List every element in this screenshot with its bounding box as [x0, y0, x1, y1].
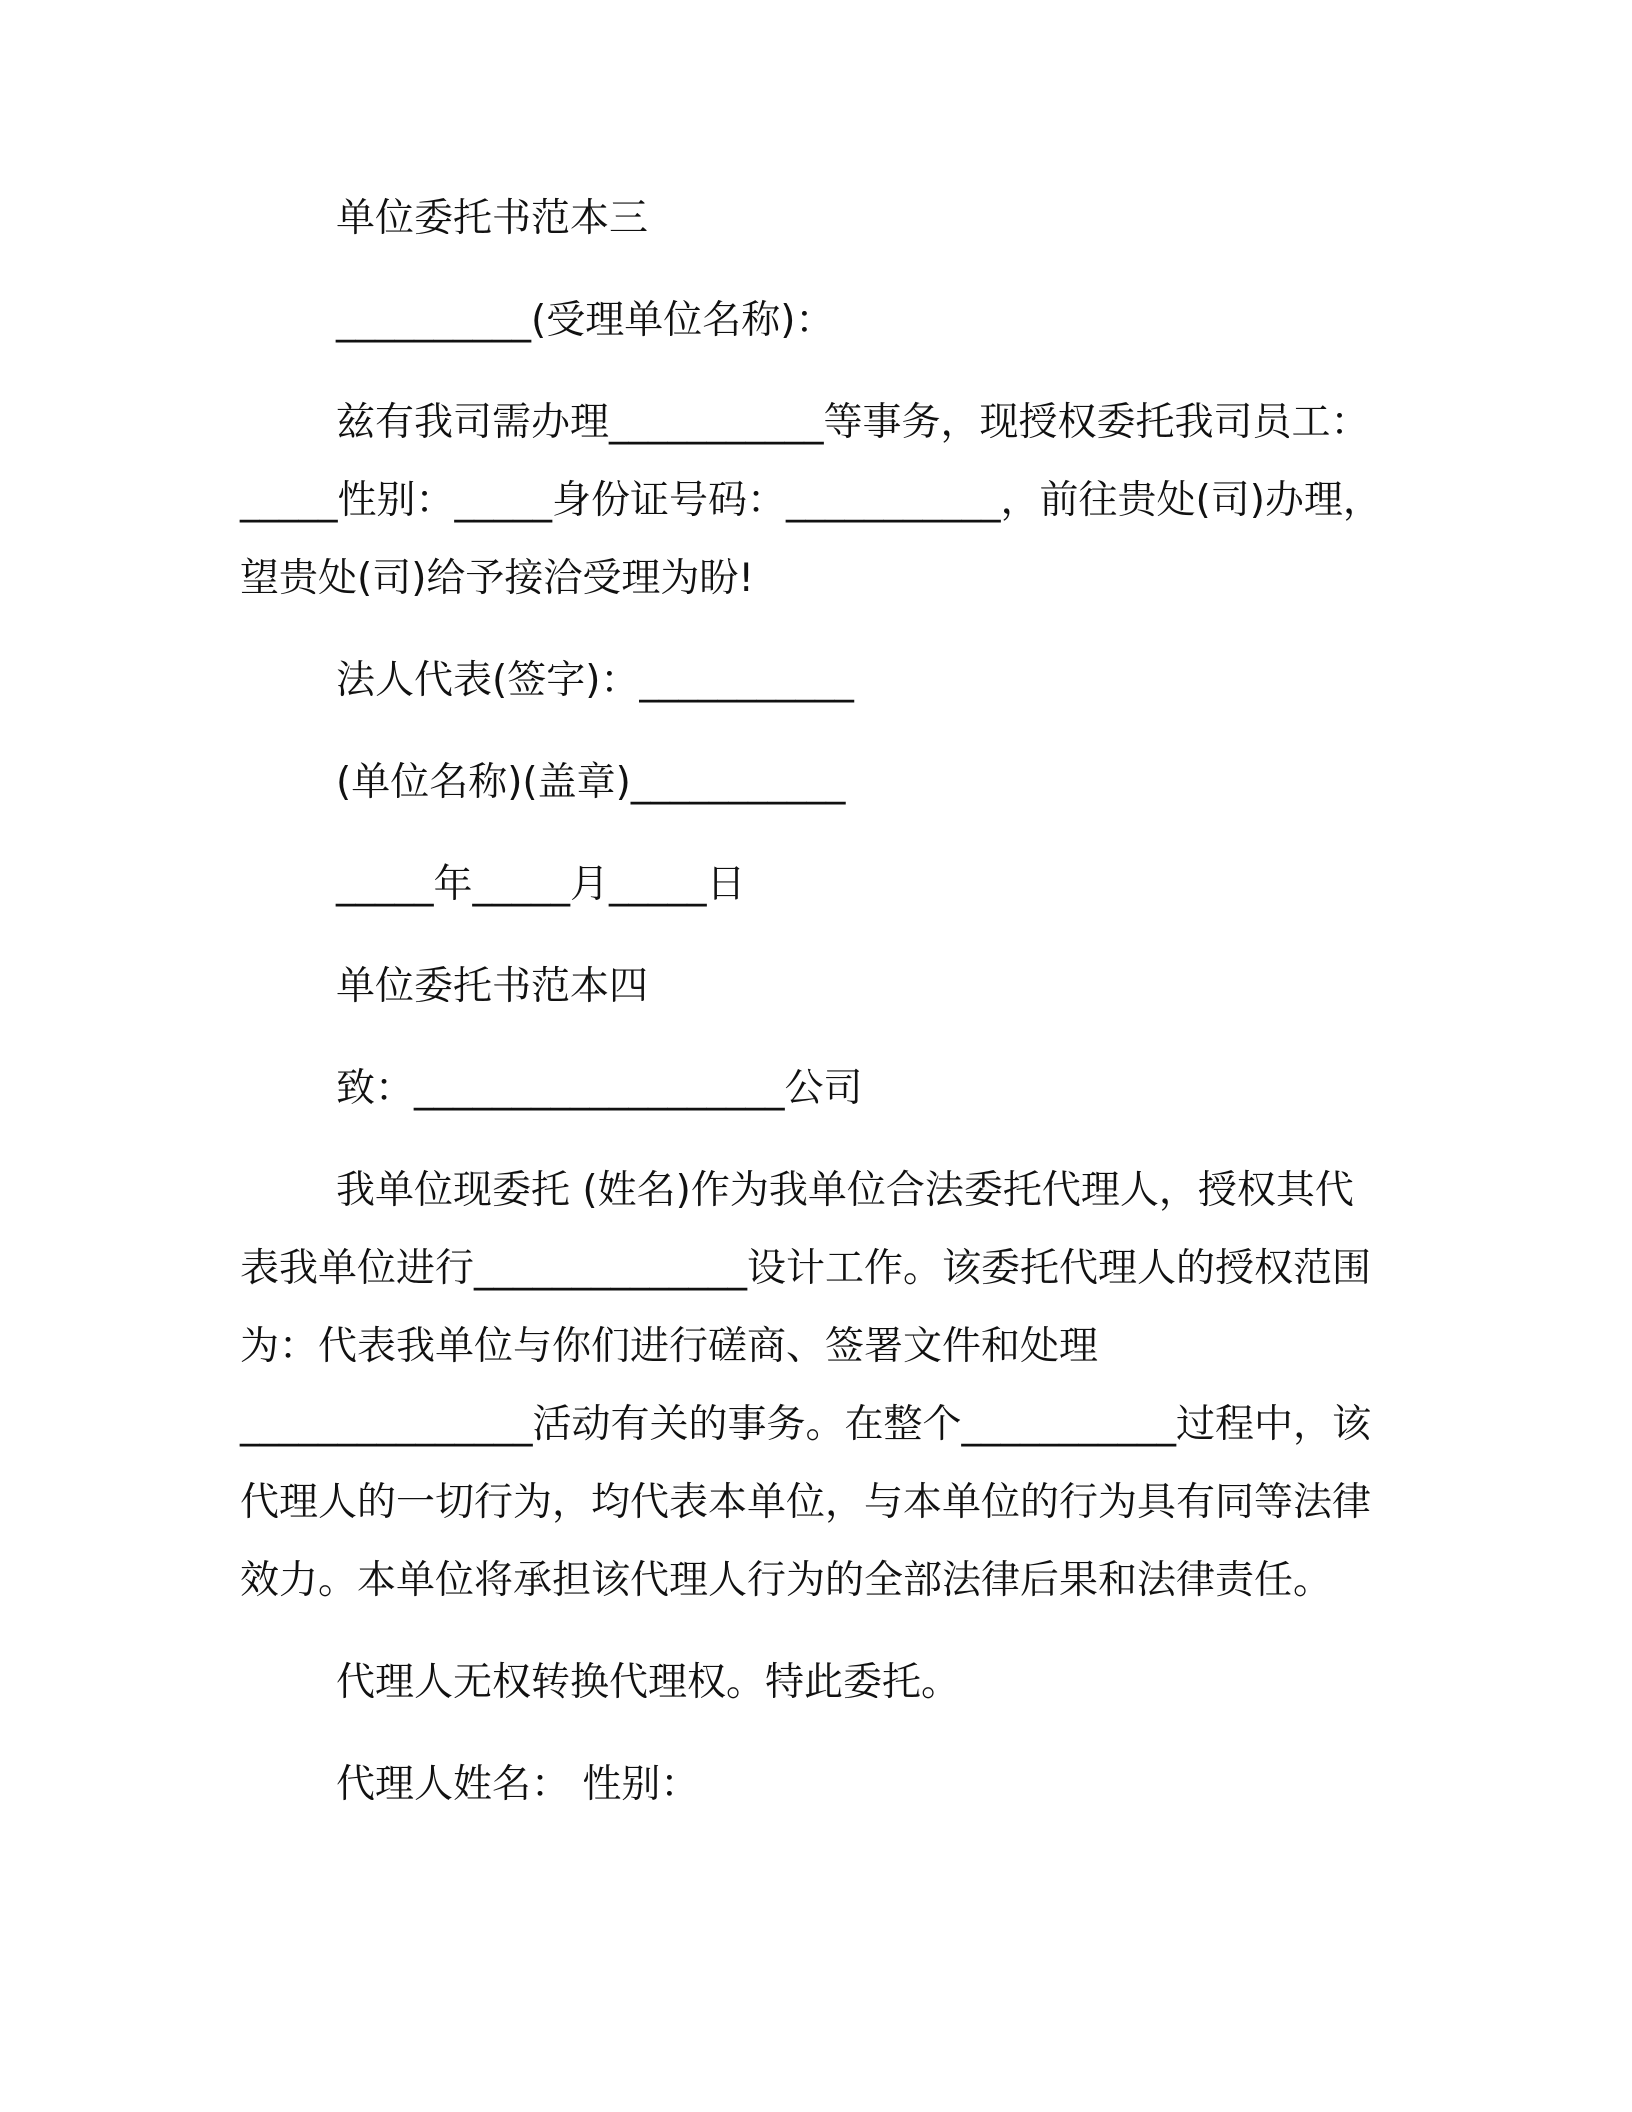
company-seal-line: (单位名称)(盖章)___________	[336, 760, 846, 805]
date-line: _____年_____月_____日	[336, 862, 746, 907]
section-title-3: 单位委托书范本三	[336, 196, 649, 241]
entrustment-paragraph: 我单位现委托 (姓名)作为我单位合法委托代理人，授权其代表我单位进行______________设计工作。该委托代理人的授权范围为：代表我单位与你们进行磋商、签署文件和处理_______________活动有关的事务。在整个___________过程中，该代理人的一切行为，均代表本单位，与本单位的行为具有同等法律效力。本单位将承担该代理人行为的全部法律后果和法律责任。	[240, 1168, 1372, 1603]
section-title-4: 单位委托书范本四	[336, 964, 649, 1009]
document-page	[240, 180, 1390, 1848]
recipient-company-line: 致：___________________公司	[336, 1066, 863, 1111]
closing-statement: 代理人无权转换代理权。特此委托。	[336, 1660, 961, 1705]
addressee-line: __________(受理单位名称)：	[336, 298, 835, 343]
agent-info-line: 代理人姓名： 性别：	[336, 1762, 700, 1807]
authorization-paragraph: 兹有我司需办理___________等事务，现授权委托我司员工：_____性别：_____身份证号码：___________，前往贵处(司)办理，望贵处(司)给予接洽受理为盼!	[240, 400, 1382, 601]
legal-representative-signature-line: 法人代表(签字)：___________	[336, 658, 854, 703]
